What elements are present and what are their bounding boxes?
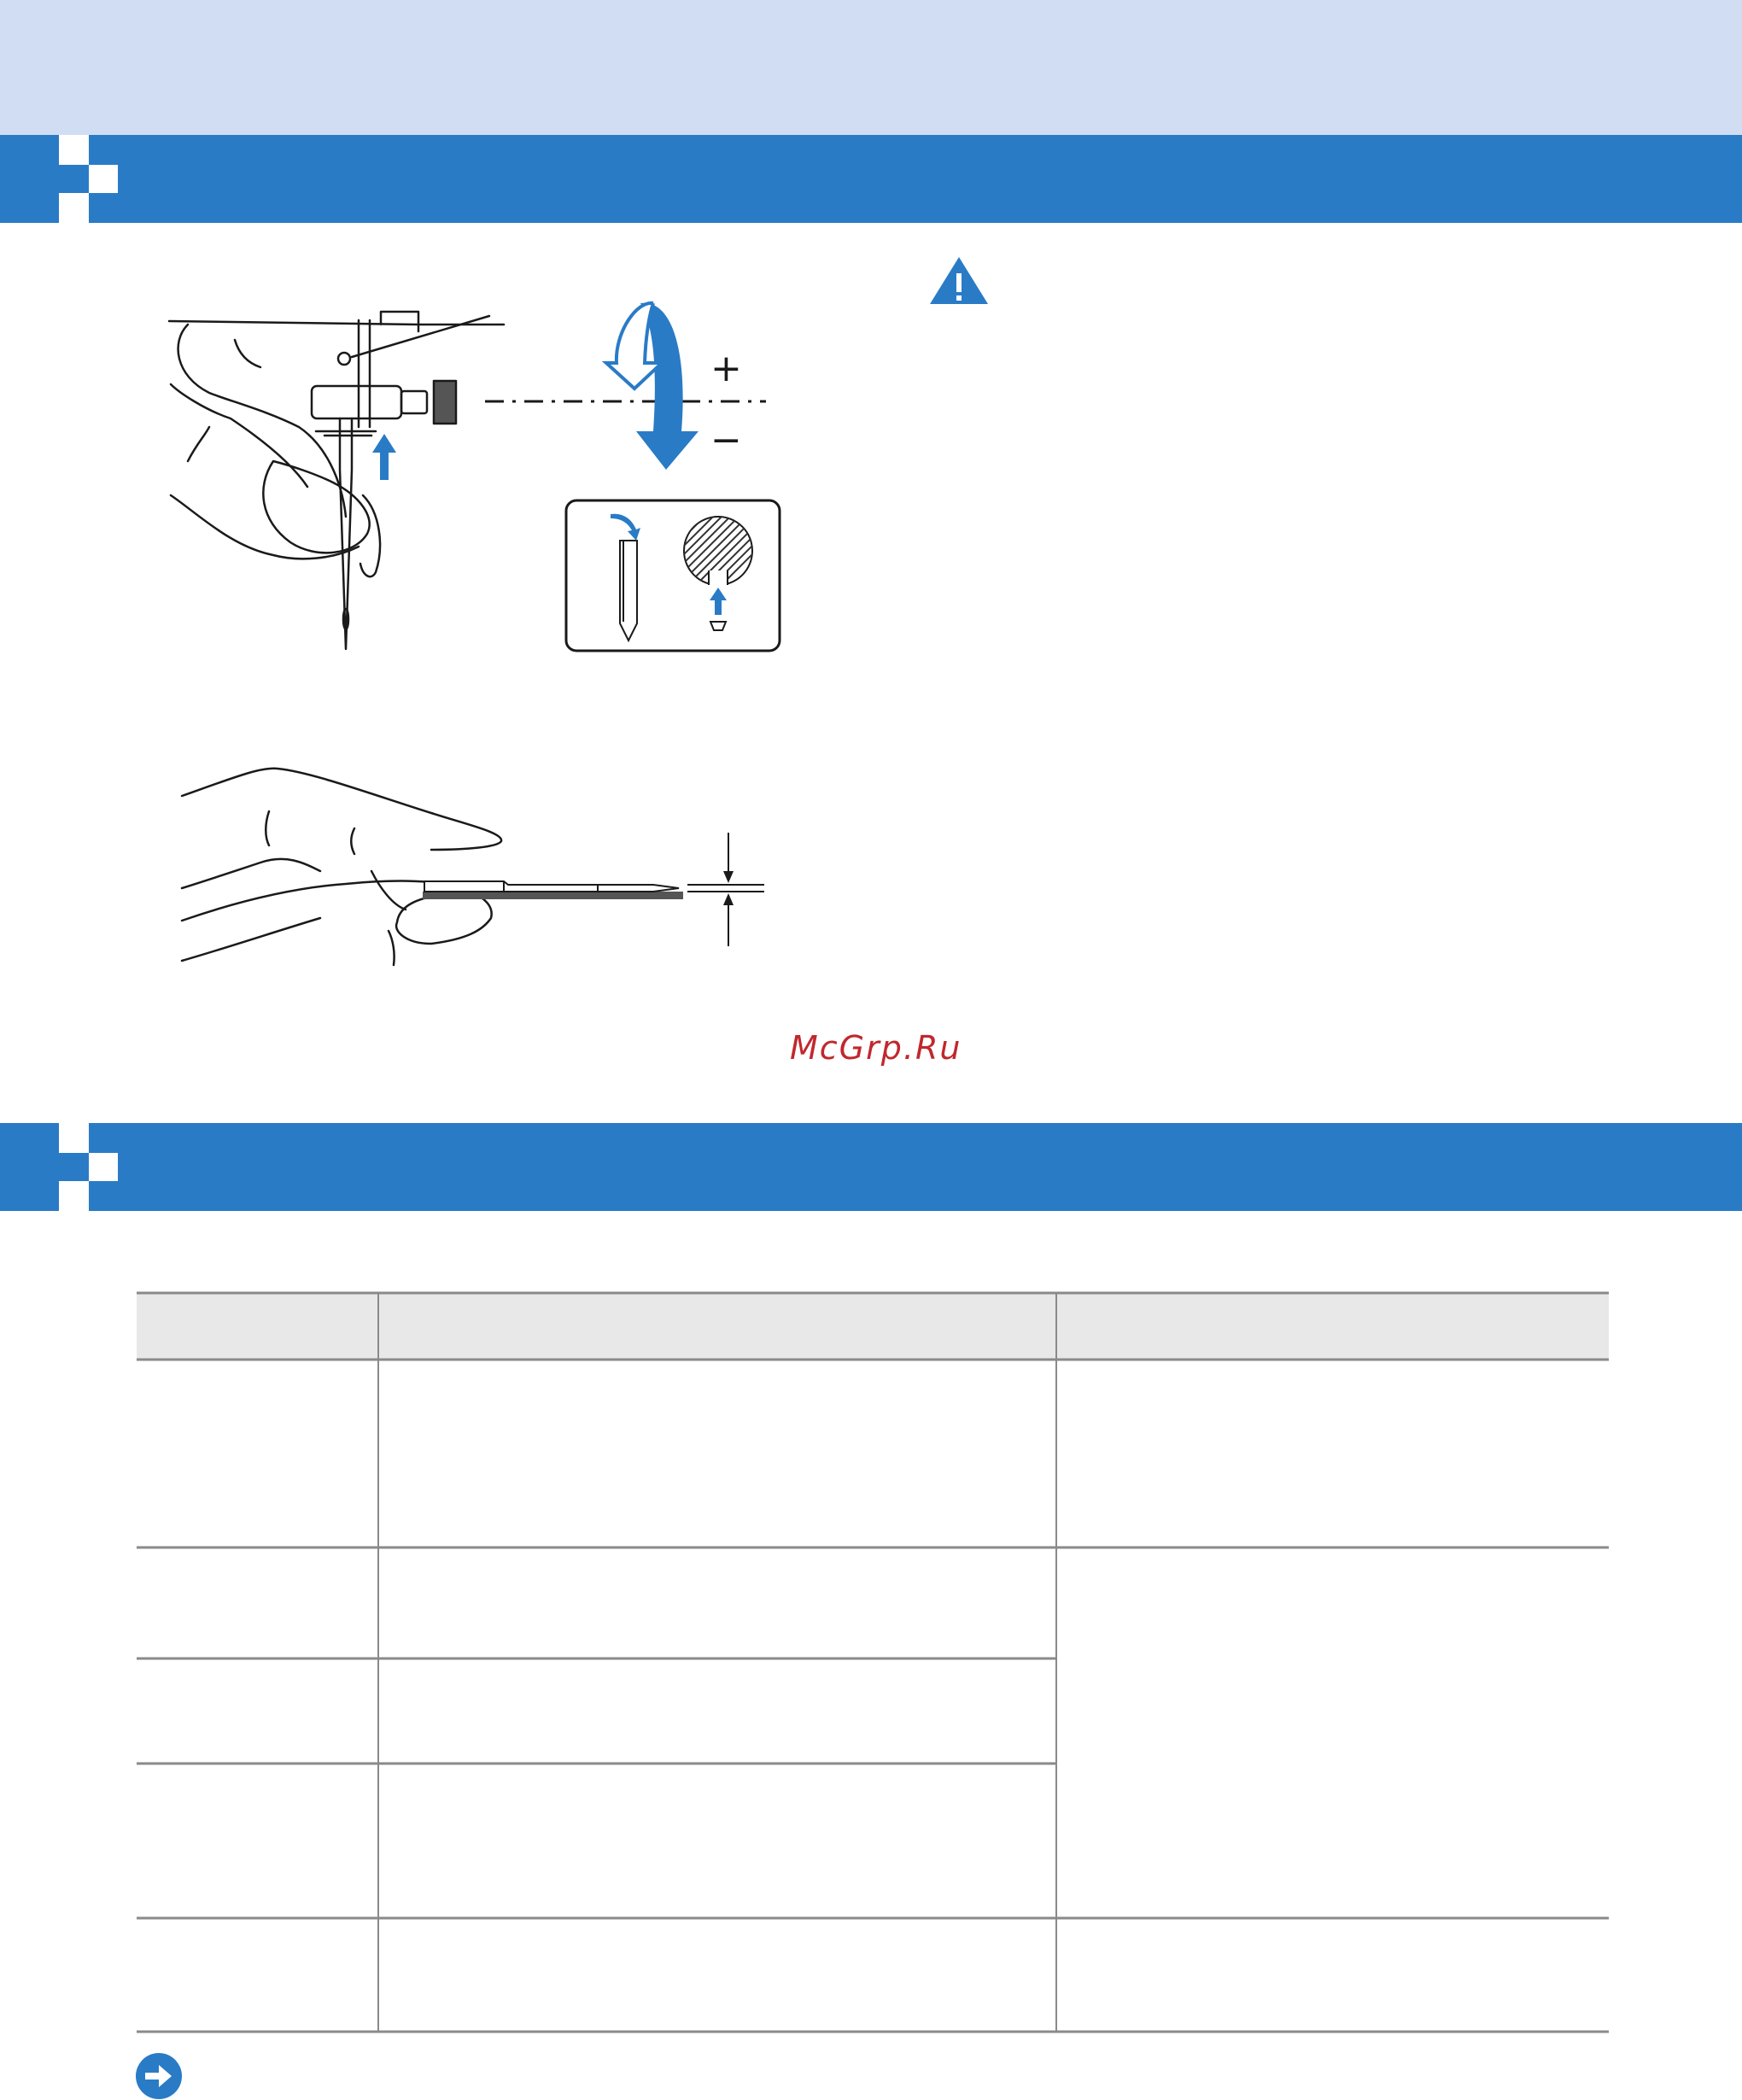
table-grid [137,1291,1609,2033]
table-header-cell-3 [1056,1293,1609,1360]
bar-square-bottom [59,193,89,223]
needle-check-illustration [175,760,790,982]
warning-triangle-icon [927,254,991,307]
minus-symbol: − [710,418,742,462]
plus-symbol: + [710,347,742,390]
needle-insert-illustration [162,290,803,666]
bar-square-top [59,1123,89,1153]
bar-square-right [89,1153,118,1181]
next-arrow-icon [135,2052,183,2100]
page-header-band [0,0,1742,135]
bar-square-right [89,165,118,193]
section-bar-needle [0,135,1742,223]
section-bar-table [0,1123,1742,1211]
watermark: McGrp.Ru [790,1029,962,1067]
table-header-cell-1 [137,1293,378,1360]
table-header-cell-2 [378,1293,1056,1360]
bar-square-top [59,135,89,165]
fabric-needle-table [137,1291,1609,2033]
bar-square-bottom [59,1181,89,1211]
